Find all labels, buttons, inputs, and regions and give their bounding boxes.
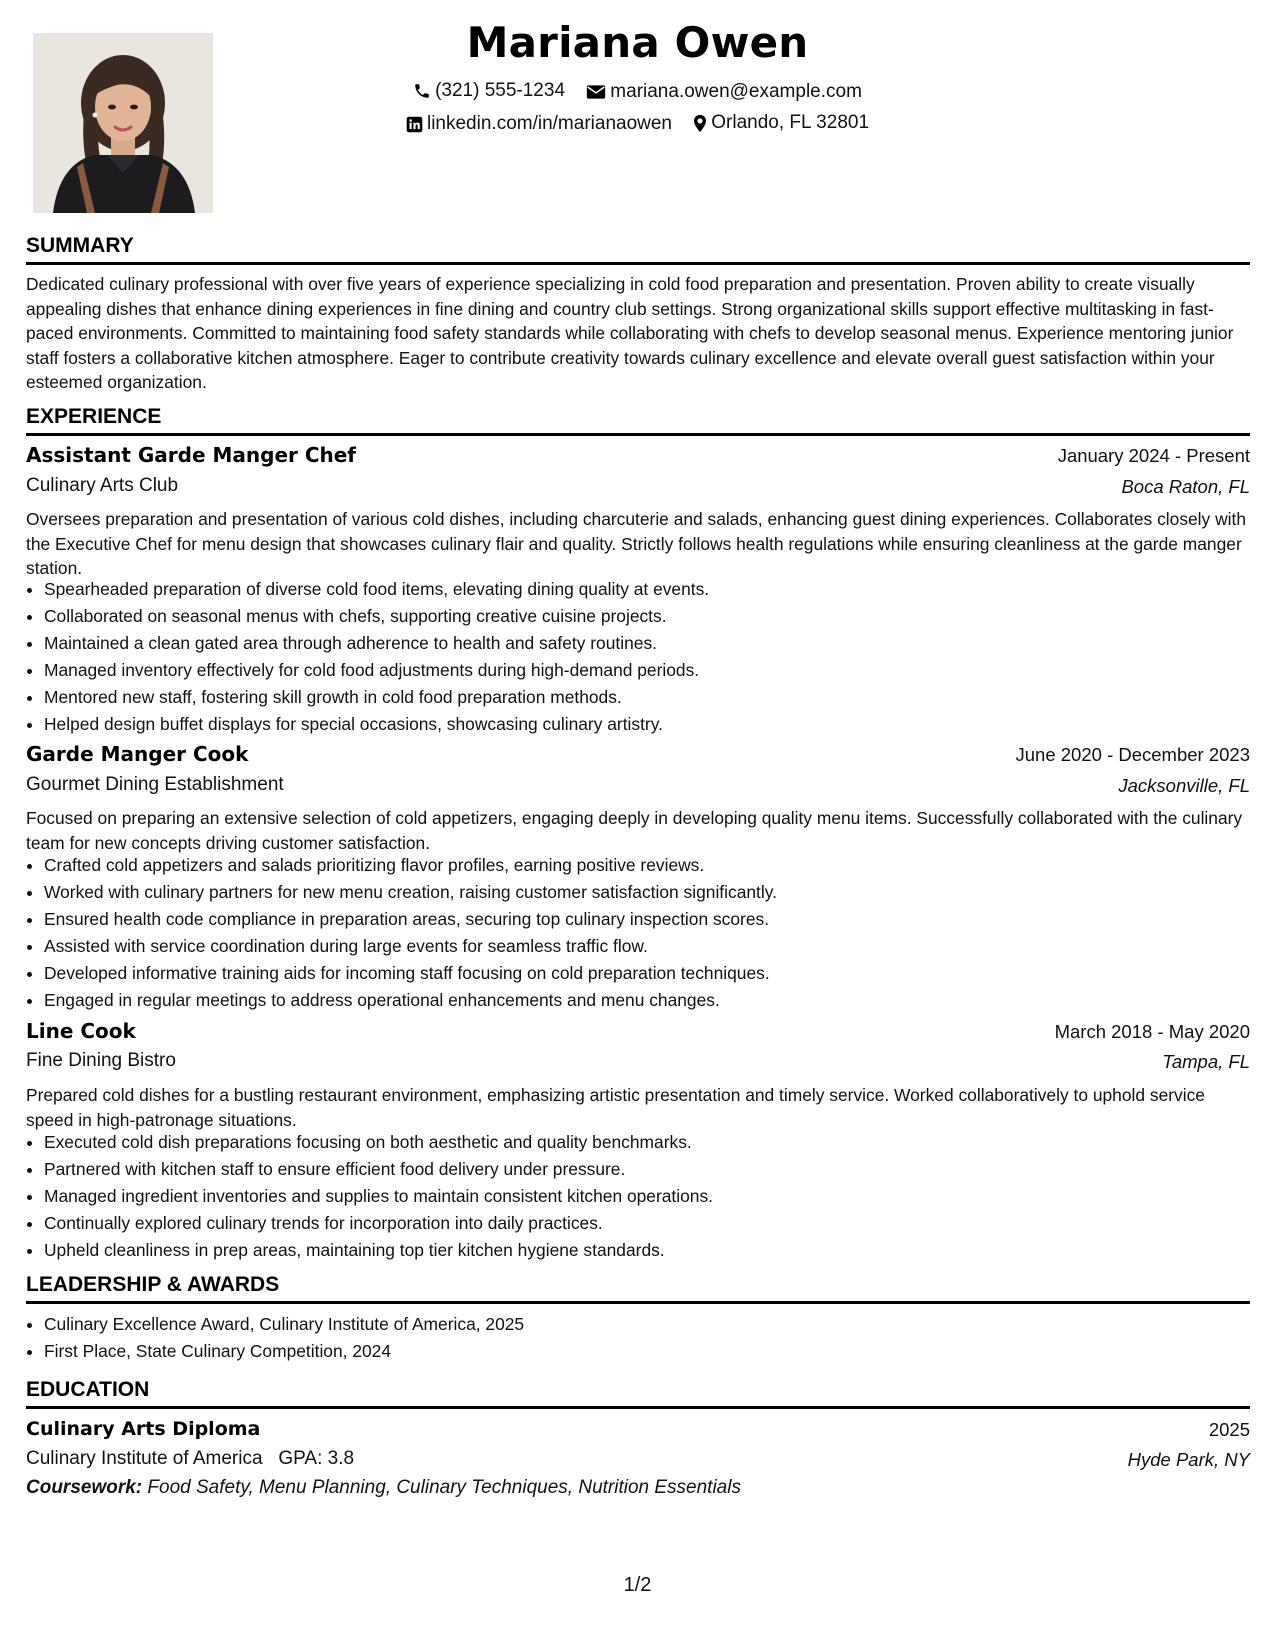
summary-text: Dedicated culinary professional with over five years of experience specializing in cold food preparation and presentation. Proven ability to create visually appealing dishes that enhance dining experiences in fine dining and country club settings. Strong organizational skills support effective multitasking in fast-paced environments. Committed to maintaining food safety standards while collaborating with chefs to develop seasonal menus. Experience mentoring junior staff fosters a collaborative kitchen atmosphere. Eager to contribute creativity towards culinary excellence and elevate overall guest satisfaction within your esteemed organization. [26, 274, 1234, 392]
list-item: • Worked with culinary partners for new menu creation, raising customer satisfaction significantly. [44, 879, 1254, 906]
list-item: • Ensured health code compliance in preparation areas, securing top culinary inspection scores. [44, 906, 1254, 933]
email-text: mariana.owen@example.com [610, 81, 862, 102]
contact-location [693, 112, 869, 134]
contact-row-1 [0, 80, 1275, 106]
job-bullets [26, 1129, 1254, 1264]
job-company: Fine Dining Bistro [26, 1050, 176, 1071]
job-dates: March 2018 - May 2020 [1054, 1021, 1250, 1042]
education-gpa: GPA: 3.8 [278, 1448, 355, 1469]
list-item: • Assisted with service coordination during large events for seamless traffic flow. [44, 933, 1254, 960]
job-dates: June 2020 - December 2023 [1015, 744, 1250, 765]
job-location: Jacksonville, FL [1118, 775, 1250, 796]
education-location: Hyde Park, NY [1127, 1449, 1250, 1470]
section-title-awards: LEADERSHIP & AWARDS [26, 1273, 1250, 1304]
phone-icon [413, 82, 431, 100]
list-item: • Executed cold dish preparations focusing on both aesthetic and quality benchmarks. [44, 1129, 1254, 1156]
list-item: • Managed inventory effectively for cold food adjustments during high-demand periods. [44, 657, 1254, 684]
job-location: Tampa, FL [1162, 1051, 1250, 1072]
education-school: Culinary Institute of America [26, 1448, 263, 1469]
list-item: • Mentored new staff, fostering skill growth in cold food preparation methods. [44, 684, 1254, 711]
list-item: • Continually explored culinary trends for incorporation into daily practices. [44, 1210, 1254, 1237]
list-item: • First Place, State Culinary Competition, 2024 [44, 1338, 1254, 1365]
coursework-text: Food Safety, Menu Planning, Culinary Techniques, Nutrition Essentials [147, 1477, 741, 1498]
job-description: Prepared cold dishes for a bustling restaurant environment, emphasizing artistic presentation and timely service. Worked collaboratively to uphold service speed in high-patronage situations. [26, 1085, 1205, 1130]
candidate-name: Mariana Owen [466, 18, 809, 67]
job-title: Assistant Garde Manger Chef [26, 443, 357, 467]
list-item: • Upheld cleanliness in prep areas, maintaining top tier kitchen hygiene standards. [44, 1237, 1254, 1264]
section-title-education: EDUCATION [26, 1378, 1250, 1409]
contact-row-2 [0, 112, 1275, 139]
job-location: Boca Raton, FL [1121, 476, 1250, 497]
list-item: • Engaged in regular meetings to address operational enhancements and menu changes. [44, 987, 1254, 1014]
linkedin-icon [406, 116, 423, 133]
contact-email[interactable] [586, 81, 862, 103]
list-item: • Crafted cold appetizers and salads prioritizing flavor profiles, earning positive reviews. [44, 852, 1254, 879]
job-description: Focused on preparing an extensive selection of cold appetizers, engaging deeply in developing quality menu items. Successfully collaborated with the culinary team for new concepts driving customer satisfaction. [26, 808, 1243, 853]
list-item: • Managed ingredient inventories and supplies to maintain consistent kitchen operations. [44, 1183, 1254, 1210]
job-title: Line Cook [26, 1019, 136, 1043]
list-item: • Culinary Excellence Award, Culinary Institute of America, 2025 [44, 1311, 1254, 1338]
contact-linkedin[interactable] [406, 113, 672, 135]
job-bullets [26, 852, 1254, 1014]
linkedin-text: linkedin.com/in/marianaowen [426, 113, 672, 134]
list-item: • Partnered with kitchen staff to ensure efficient food delivery under pressure. [44, 1156, 1254, 1183]
list-item: • Spearheaded preparation of diverse cold food items, elevating dining quality at events. [44, 576, 1254, 603]
education-year: 2025 [1208, 1419, 1250, 1440]
list-item: • Developed informative training aids for incoming staff focusing on cold preparation techniques. [44, 960, 1254, 987]
job-company: Culinary Arts Club [26, 475, 179, 496]
section-title-experience: EXPERIENCE [26, 405, 1250, 436]
section-title-summary: SUMMARY [26, 234, 1250, 265]
map-pin-icon [693, 114, 707, 133]
job-title: Garde Manger Cook [26, 742, 249, 766]
education-school-line [26, 1448, 354, 1470]
job-company: Gourmet Dining Establishment [26, 774, 284, 795]
job-description: Oversees preparation and presentation of various cold dishes, including charcuterie and salads, enhancing guest dining experiences. Collaborates closely with the Executive Chef for menu design that showcases culinary flair and quality. Strictly follows health regulations while ensuring cleanliness at the garde manger station. [26, 509, 1247, 578]
list-item: • Maintained a clean gated area through adherence to health and safety routines. [44, 630, 1254, 657]
list-item: • Collaborated on seasonal menus with chefs, supporting creative cuisine projects. [44, 603, 1254, 630]
education-coursework [26, 1477, 741, 1499]
job-bullets [26, 576, 1254, 738]
education-degree: Culinary Arts Diploma [26, 1418, 261, 1440]
list-item: • Helped design buffet displays for special occasions, showcasing culinary artistry. [44, 711, 1254, 738]
awards-list [26, 1311, 1254, 1365]
location-text: Orlando, FL 32801 [711, 112, 870, 133]
page-number: 1/2 [623, 1574, 652, 1596]
envelope-icon [586, 84, 606, 100]
coursework-label: Coursework: [26, 1477, 143, 1498]
job-dates: January 2024 - Present [1057, 445, 1250, 466]
phone-text: (321) 555-1234 [435, 80, 566, 101]
contact-phone[interactable] [413, 80, 565, 102]
